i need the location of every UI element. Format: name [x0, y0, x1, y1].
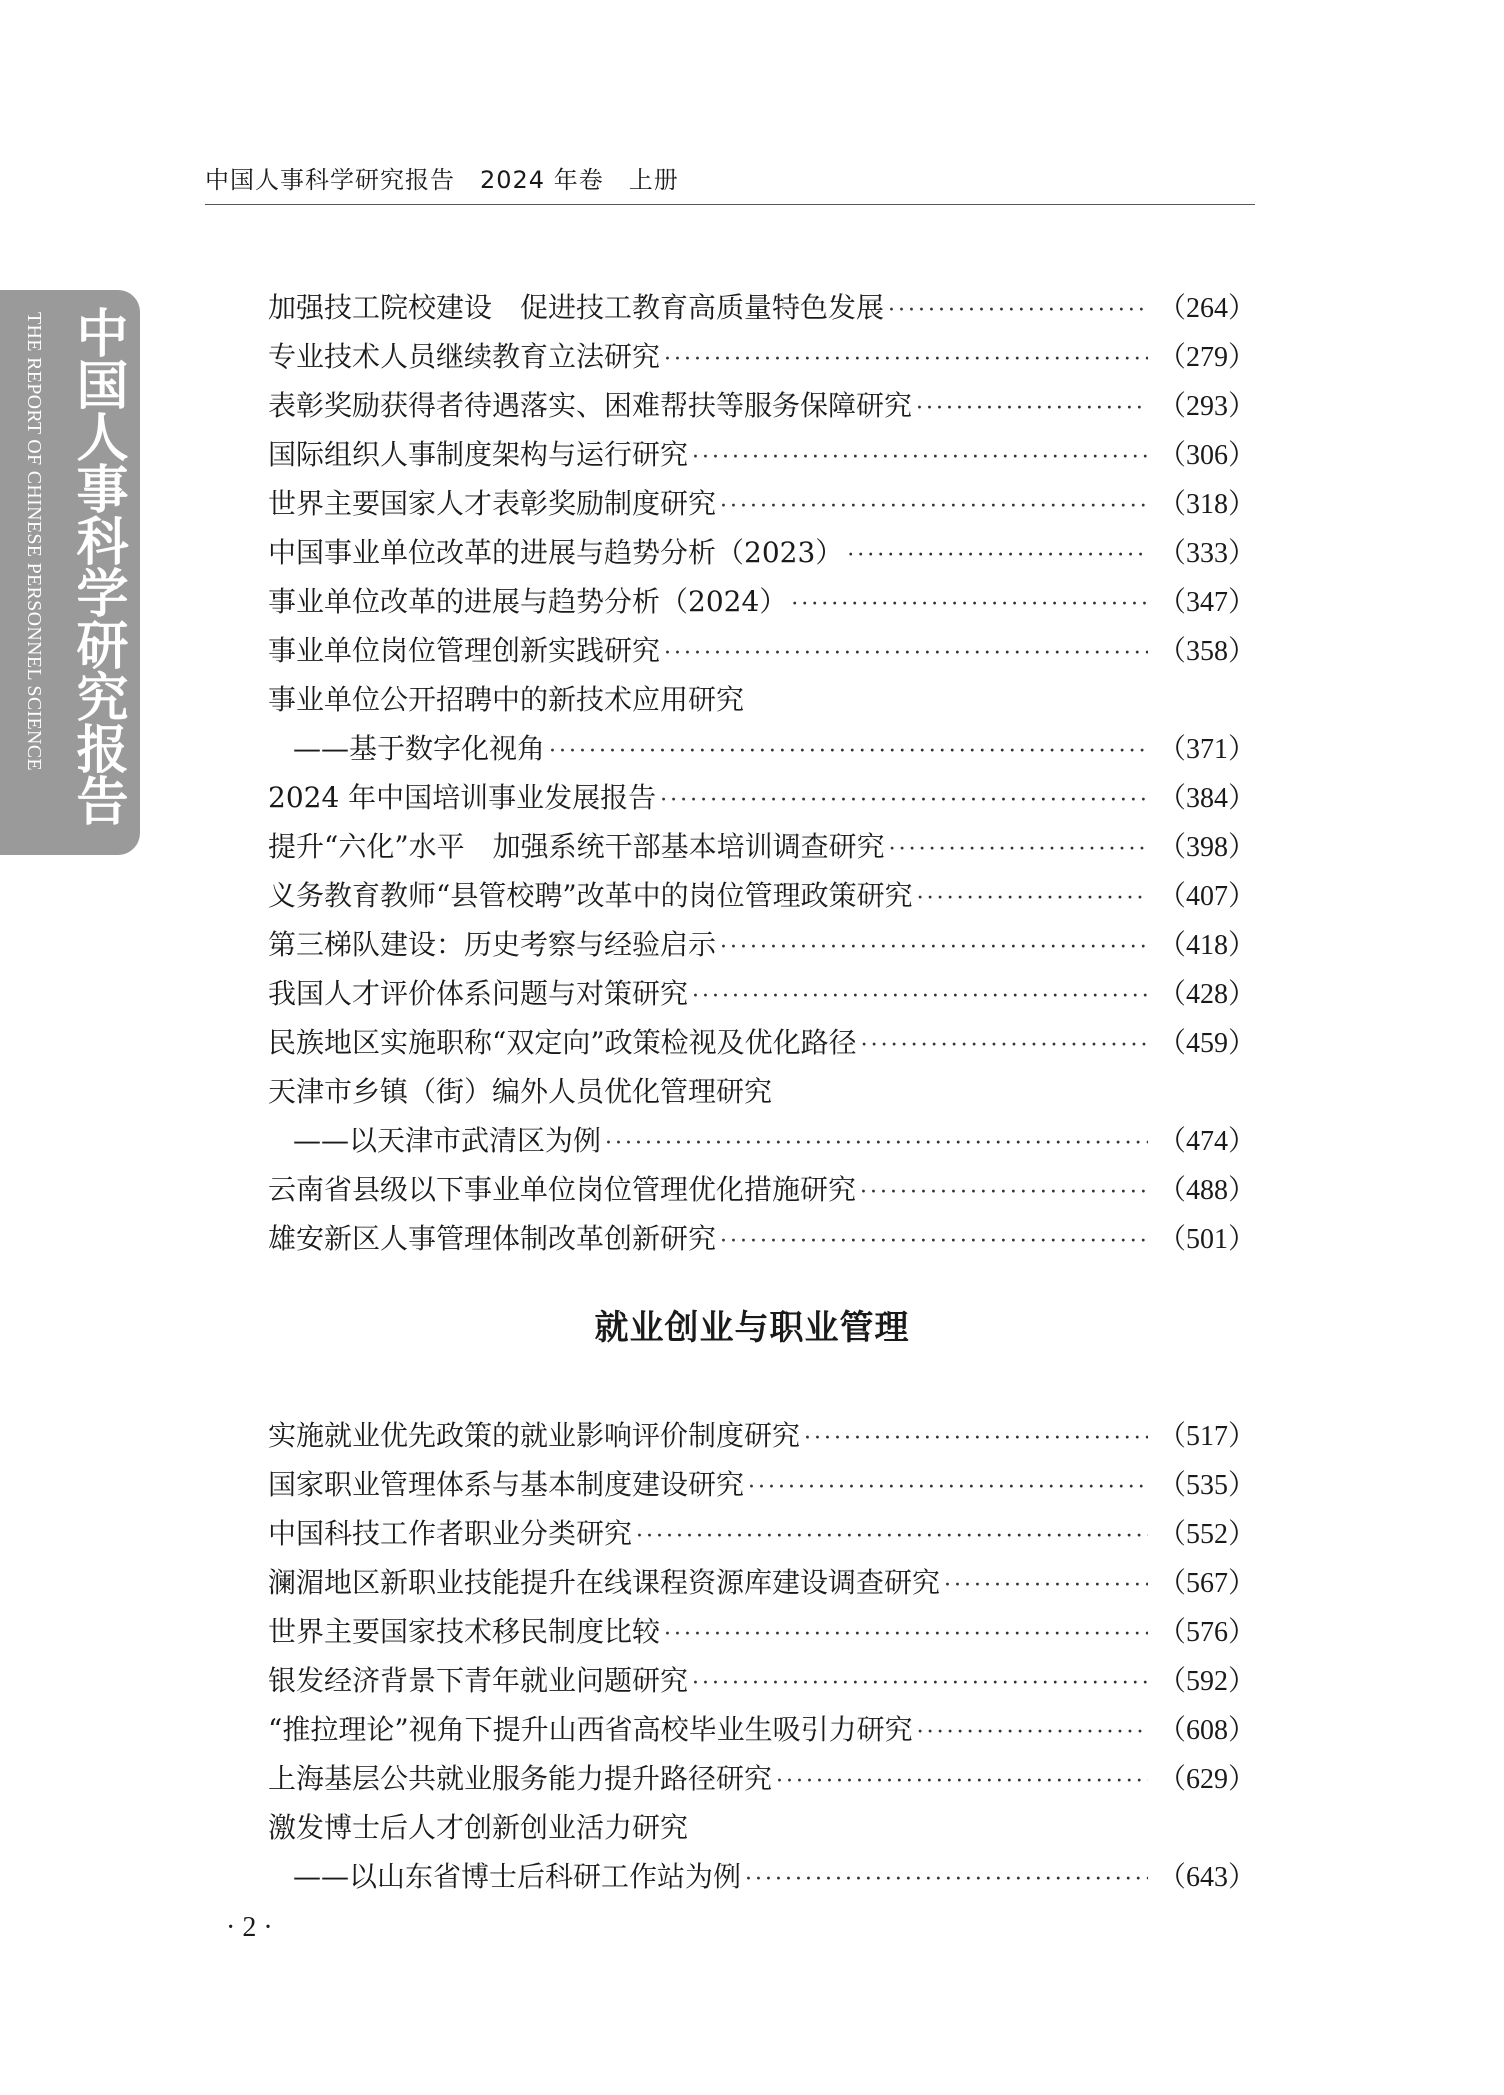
toc-entry[interactable] — [268, 1018, 1256, 1067]
toc-entry-title-text: 民族地区实施职称“双定向”政策检视及优化路径 — [268, 1026, 857, 1059]
toc-entry[interactable] — [268, 920, 1256, 969]
toc-entry-page: （592） — [1157, 1666, 1256, 1697]
toc-dot-leader — [917, 874, 1148, 923]
toc-dot-leader — [944, 1561, 1148, 1610]
toc-entry[interactable] — [268, 1705, 1256, 1754]
toc-entry[interactable] — [268, 479, 1256, 528]
section-heading: 就业创业与职业管理 — [594, 1308, 910, 1348]
toc-entry[interactable] — [268, 1754, 1256, 1803]
toc-dot-leader — [664, 629, 1148, 678]
toc-entry-page: （407） — [1157, 881, 1256, 912]
toc-entry-page: （517） — [1157, 1421, 1256, 1452]
toc-dot-leader — [847, 531, 1148, 580]
toc-dot-leader — [804, 1414, 1148, 1463]
toc-entry-title-text: 国家职业管理体系与基本制度建设研究 — [268, 1468, 745, 1501]
toc-entry-page: （428） — [1157, 979, 1256, 1010]
toc-entry-title[interactable] — [268, 1803, 1256, 1852]
running-header: 中国人事科学研究报告 2024 年卷 上册 — [205, 166, 679, 194]
toc-dot-leader — [889, 825, 1148, 874]
toc-entry[interactable] — [268, 528, 1256, 577]
toc-entry-page: （347） — [1157, 587, 1256, 618]
header-rule — [205, 204, 1255, 205]
toc-dot-leader — [660, 776, 1148, 825]
toc-entry-page: （459） — [1157, 1028, 1256, 1059]
toc-entry-page: （358） — [1157, 636, 1256, 667]
toc-entry-page: （567） — [1157, 1568, 1256, 1599]
toc-entry[interactable] — [268, 1656, 1256, 1705]
toc-dot-leader — [692, 972, 1148, 1021]
toc-entry-page: （306） — [1157, 440, 1256, 471]
toc-entry-title-text: 雄安新区人事管理体制改革创新研究 — [268, 1222, 717, 1255]
toc-entry-title-text: 事业单位岗位管理创新实践研究 — [268, 634, 661, 667]
side-tab-title-en: THE REPORT OF CHINESE PERSONNEL SCIENCE — [23, 312, 45, 771]
toc-dot-leader — [720, 1217, 1148, 1266]
toc-dot-leader — [745, 1855, 1148, 1904]
toc-entry-title-text: 世界主要国家人才表彰奖励制度研究 — [268, 487, 717, 520]
toc-entry[interactable] — [268, 773, 1256, 822]
toc-entry[interactable] — [268, 1214, 1256, 1263]
toc-entry-page: （418） — [1157, 930, 1256, 961]
toc-entry-subtitle: ——以天津市武清区为例 — [293, 1124, 602, 1157]
toc-dot-leader — [917, 1708, 1148, 1757]
toc-entry[interactable] — [268, 822, 1256, 871]
toc-dot-leader — [720, 923, 1148, 972]
toc-entry-page: （608） — [1157, 1715, 1256, 1746]
toc-entry[interactable] — [268, 1607, 1256, 1656]
toc-entry[interactable] — [268, 1460, 1256, 1509]
toc-entry[interactable] — [268, 626, 1256, 675]
toc-entry-title-text: 实施就业优先政策的就业影响评价制度研究 — [268, 1419, 801, 1452]
toc-dot-leader — [916, 384, 1148, 433]
toc-entry[interactable] — [268, 1509, 1256, 1558]
toc-dot-leader — [549, 727, 1148, 776]
toc-entry-title-text: 义务教育教师“县管校聘”改革中的岗位管理政策研究 — [268, 879, 913, 912]
toc-entry-title-text: 世界主要国家技术移民制度比较 — [268, 1615, 661, 1648]
toc-dot-leader — [860, 1168, 1148, 1217]
toc-entry-title-text: 天津市乡镇（街）编外人员优化管理研究 — [268, 1075, 773, 1108]
toc-entry[interactable] — [268, 1411, 1256, 1460]
toc-entry[interactable] — [268, 1852, 1256, 1901]
toc-entry-page: （371） — [1157, 734, 1256, 765]
toc-entry-page: （643） — [1157, 1862, 1256, 1893]
toc-entry-title-text: 加强技工院校建设 促进技工教育高质量特色发展 — [268, 291, 885, 324]
toc-entry-title-text: 国际组织人事制度架构与运行研究 — [268, 438, 689, 471]
toc-entry-page: （279） — [1157, 342, 1256, 373]
toc-entry[interactable] — [268, 430, 1256, 479]
toc-entry-page: （398） — [1157, 832, 1256, 863]
toc-dot-leader — [636, 1512, 1148, 1561]
toc-entry-title-text: 事业单位公开招聘中的新技术应用研究 — [268, 683, 745, 716]
toc-dot-leader — [605, 1119, 1148, 1168]
toc-entry-title-text: 事业单位改革的进展与趋势分析（2024） — [268, 585, 788, 618]
toc-entry-title-text: 第三梯队建设：历史考察与经验启示 — [268, 928, 717, 961]
toc-entry-page: （576） — [1157, 1617, 1256, 1648]
toc-entry-title-text: 澜湄地区新职业技能提升在线课程资源库建设调查研究 — [268, 1566, 941, 1599]
toc-dot-leader — [748, 1463, 1148, 1512]
toc-entry-page: （629） — [1157, 1764, 1256, 1795]
toc-dot-leader — [692, 1659, 1148, 1708]
toc-dot-leader — [791, 580, 1148, 629]
toc-entry-title-text: 中国科技工作者职业分类研究 — [268, 1517, 633, 1550]
toc-entry-page: （318） — [1157, 489, 1256, 520]
toc-entry-title-text: 中国事业单位改革的进展与趋势分析（2023） — [268, 536, 844, 569]
toc-dot-leader — [692, 433, 1148, 482]
toc-entry-page: （552） — [1157, 1519, 1256, 1550]
toc-entry-page: （384） — [1157, 783, 1256, 814]
toc-entry-title[interactable] — [268, 675, 1256, 724]
toc-entry-page: （333） — [1157, 538, 1256, 569]
toc-entry[interactable] — [268, 1558, 1256, 1607]
toc-entry[interactable] — [268, 871, 1256, 920]
toc-entry[interactable] — [268, 577, 1256, 626]
toc-entry-title-text: 提升“六化”水平 加强系统干部基本培训调查研究 — [268, 830, 885, 863]
toc-dot-leader — [664, 1610, 1148, 1659]
toc-entry-page: （293） — [1157, 391, 1256, 422]
toc-entry-page: （535） — [1157, 1470, 1256, 1501]
toc-entry[interactable] — [268, 724, 1256, 773]
toc-list-part-a — [268, 283, 1256, 1263]
toc-entry[interactable] — [268, 283, 1256, 332]
toc-dot-leader — [720, 482, 1148, 531]
toc-entry-title[interactable] — [268, 1067, 1256, 1116]
toc-dot-leader — [664, 335, 1148, 384]
toc-entry[interactable] — [268, 1165, 1256, 1214]
toc-list-part-b — [268, 1411, 1256, 1901]
toc-entry-title-text: 表彰奖励获得者待遇落实、困难帮扶等服务保障研究 — [268, 389, 913, 422]
toc-entry-title-text: “推拉理论”视角下提升山西省高校毕业生吸引力研究 — [268, 1713, 913, 1746]
page-number: · 2 · — [226, 1912, 273, 1943]
toc-entry-page: （488） — [1157, 1175, 1256, 1206]
toc-entry[interactable] — [268, 969, 1256, 1018]
toc-entry-page: （264） — [1157, 293, 1256, 324]
toc-entry-title-text: 2024 年中国培训事业发展报告 — [268, 781, 657, 814]
toc-entry-title-text: 上海基层公共就业服务能力提升路径研究 — [268, 1762, 773, 1795]
toc-dot-leader — [888, 286, 1148, 335]
toc-dot-leader — [861, 1021, 1148, 1070]
toc-entry-title-text: 激发博士后人才创新创业活力研究 — [268, 1811, 689, 1844]
toc-entry-page: （501） — [1157, 1224, 1256, 1255]
toc-entry-page: （474） — [1157, 1126, 1256, 1157]
toc-entry-subtitle: ——以山东省博士后科研工作站为例 — [293, 1860, 742, 1893]
toc-dot-leader — [776, 1757, 1148, 1806]
side-tab — [0, 290, 140, 855]
toc-entry[interactable] — [268, 1116, 1256, 1165]
toc-entry-title-text: 云南省县级以下事业单位岗位管理优化措施研究 — [268, 1173, 857, 1206]
toc-entry-subtitle: ——基于数字化视角 — [293, 732, 546, 765]
toc-entry-title-text: 我国人才评价体系问题与对策研究 — [268, 977, 689, 1010]
toc-entry-title-text: 专业技术人员继续教育立法研究 — [268, 340, 661, 373]
toc-entry-title-text: 银发经济背景下青年就业问题研究 — [268, 1664, 689, 1697]
toc-entry[interactable] — [268, 332, 1256, 381]
toc-entry[interactable] — [268, 381, 1256, 430]
side-tab-title-cn: 中国人事科学研究报告 — [67, 306, 128, 826]
